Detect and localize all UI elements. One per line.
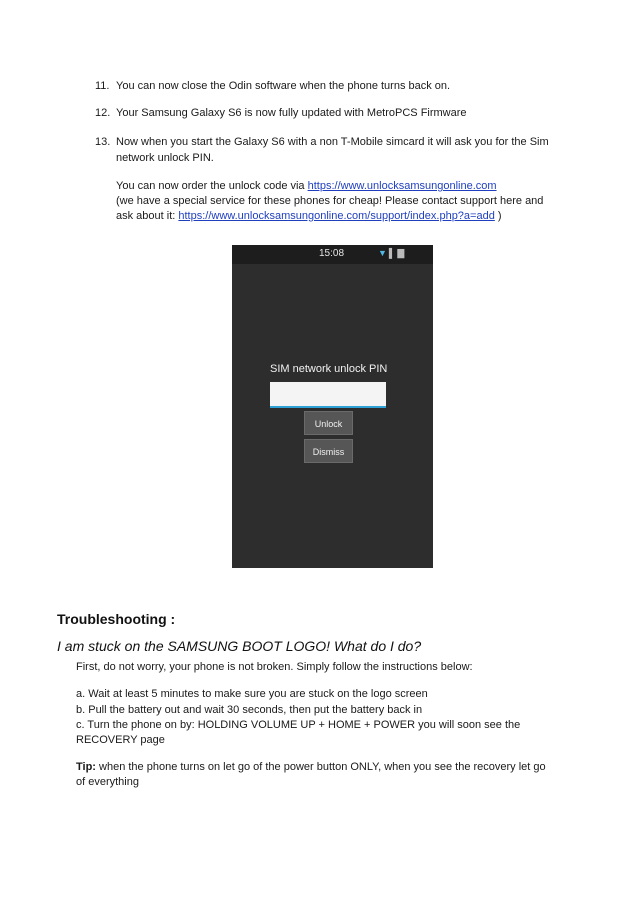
- step-c-line1: c. Turn the phone on by: HOLDING VOLUME UP + HOME + POWER you will soon see the: [76, 719, 521, 731]
- unlock-site-link[interactable]: https://www.unlocksamsungonline.com: [307, 180, 497, 192]
- boot-logo-question: I am stuck on the SAMSUNG BOOT LOGO! What do I do?: [57, 638, 422, 654]
- order-tail: ): [494, 210, 502, 222]
- unlock-button[interactable]: Unlock: [304, 411, 353, 435]
- step-a: a. Wait at least 5 minutes to make sure you are stuck on the logo screen: [76, 688, 428, 700]
- step-text: You can now close the Odin software when the phone turns back on.: [116, 80, 451, 92]
- order-paragraph: [116, 179, 586, 224]
- signal-icon: ▌: [388, 248, 398, 258]
- step-b: b. Pull the battery out and wait 30 seconds, then put the battery back in: [76, 704, 423, 716]
- intro-text: First, do not worry, your phone is not broken. Simply follow the instructions below:: [76, 661, 473, 673]
- phone-screenshot: [232, 245, 433, 568]
- status-icons: [378, 248, 406, 259]
- pin-input[interactable]: [270, 382, 386, 408]
- dialog-title: SIM network unlock PIN: [270, 363, 388, 375]
- status-time: 15:08: [319, 248, 345, 259]
- dismiss-button[interactable]: Dismiss: [304, 439, 353, 463]
- status-bar: [232, 245, 433, 264]
- order-text: You can now order the unlock code via: [116, 180, 308, 192]
- tip-label: Tip:: [76, 761, 96, 773]
- tip-line2: of everything: [76, 776, 139, 788]
- step-text: Your Samsung Galaxy S6 is now fully updated with MetroPCS Firmware: [116, 107, 467, 119]
- tip-text: when the phone turns on let go of the power button ONLY, when you see the recovery let go: [95, 761, 546, 773]
- order-text: ask about it:: [116, 210, 179, 222]
- step-number: 12.: [95, 107, 111, 119]
- order-line-2: (we have a special service for these phones for cheap! Please contact support here and: [116, 195, 544, 207]
- battery-icon: ▇: [397, 248, 407, 258]
- tip-line1: [76, 759, 576, 775]
- step-c-line2: RECOVERY page: [76, 734, 165, 746]
- troubleshooting-heading: Troubleshooting :: [57, 611, 176, 627]
- step-text-line1: Now when you start the Galaxy S6 with a non T-Mobile simcard it will ask you for the Sim: [116, 136, 549, 148]
- wifi-icon: ▼: [378, 248, 389, 258]
- support-link[interactable]: https://www.unlocksamsungonline.com/support/index.php?a=add: [178, 210, 495, 222]
- step-number: 13.: [95, 136, 111, 148]
- order-line-1: [116, 179, 586, 194]
- order-line-3: [116, 209, 586, 224]
- step-text-line2: network unlock PIN.: [116, 152, 214, 164]
- step-number: 11.: [95, 80, 110, 92]
